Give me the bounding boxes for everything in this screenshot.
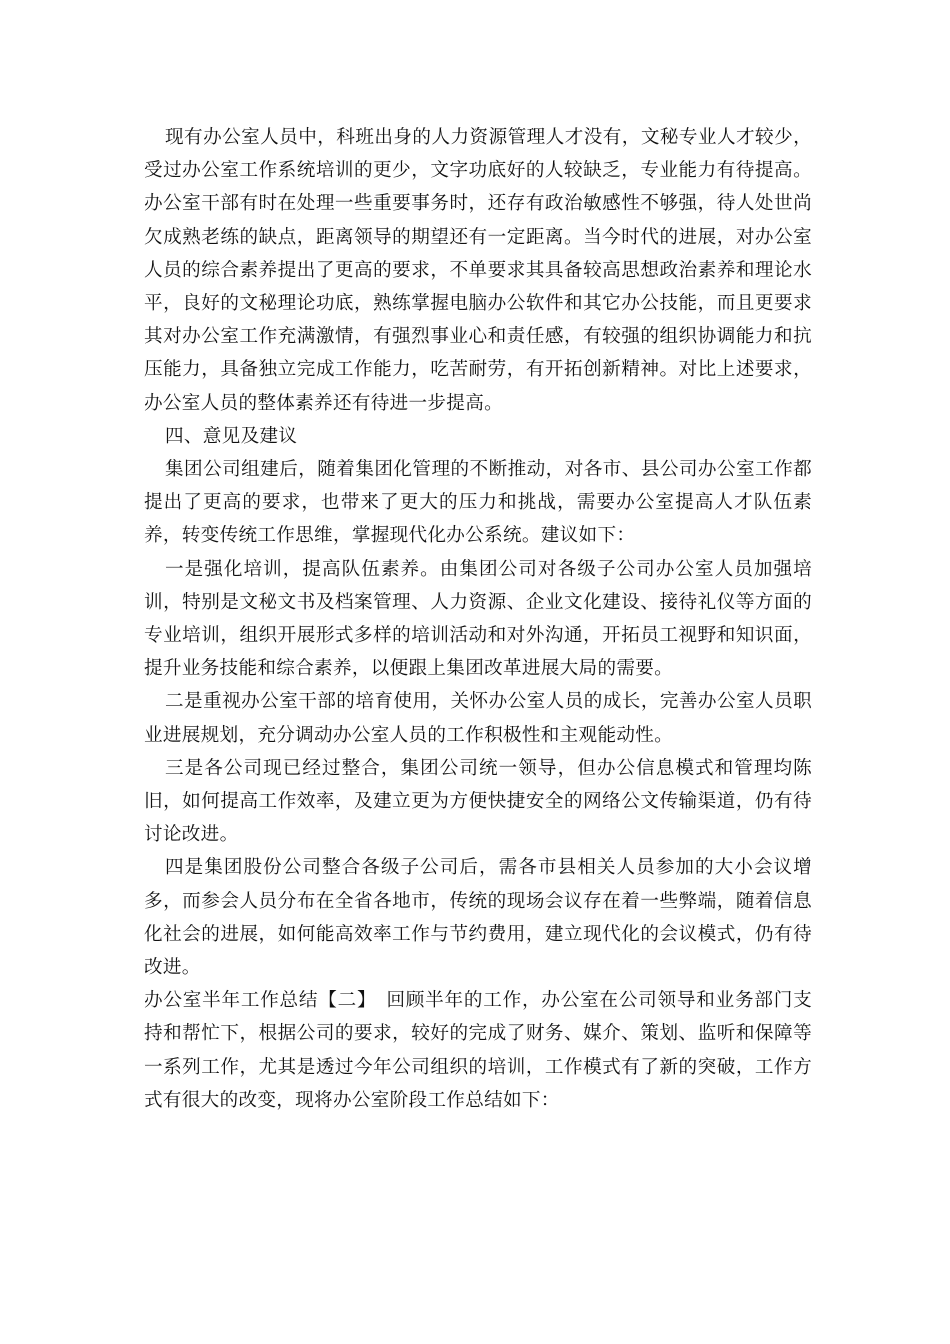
document-body xyxy=(144,121,812,1117)
paragraph-staff-quality: 现有办公室人员中，科班出身的人力资源管理人才没有，文秘专业人才较少，受过办公室工作系统培训的更少，文字功底好的人较缺乏，专业能力有待提高。办公室干部有时在处理一些重要事务时，还存有政治敏感性不够强，待人处世尚欠成熟老练的缺点，距离领导的期望还有一定距离。当今时代的进展，对办公室人员的综合素养提出了更高的要求，不单要求其具备较高思想政治素养和理论水平，良好的文秘理论功底，熟练掌握电脑办公软件和其它办公技能，而且更要求其对办公室工作充满激情，有强烈事业心和责任感，有较强的组织协调能力和抗压能力，具备独立完成工作能力，吃苦耐劳，有开拓创新精神。对比上述要求，办公室人员的整体素养还有待进一步提高。 xyxy=(144,127,812,414)
paragraph-suggestion-meetings: 四是集团股份公司整合各级子公司后，需各市县相关人员参加的大小会议增多，而参会人员分布在全省各地市，传统的现场会议存在着一些弊端，随着信息化社会的进展，如何能高效率工作与节约费用，建立现代化的会议模式，仍有待改进。 xyxy=(144,857,812,979)
paragraph-suggestion-training: 一是强化培训，提高队伍素养。由集团公司对各级子公司办公室人员加强培训，特别是文秘文书及档案管理、人力资源、企业文化建设、接待礼仪等方面的专业培训，组织开展形式多样的培训活动和对外沟通，开拓员工视野和知识面，提升业务技能和综合素养，以便跟上集团改革进展大局的需要。 xyxy=(144,558,812,680)
paragraph-summary-part-two: 办公室半年工作总结【二】 回顾半年的工作，办公室在公司领导和业务部门支持和帮忙下，根据公司的要求，较好的完成了财务、媒介、策划、监听和保障等一系列工作，尤其是透过今年公司组织的培训，工作模式有了新的突破，工作方式有很大的改变，现将办公室阶段工作总结如下： xyxy=(144,990,812,1111)
paragraph-suggestion-office-info: 三是各公司现已经过整合，集团公司统一领导，但办公信息模式和管理均陈旧，如何提高工作效率，及建立更为方便快捷安全的网络公文传输渠道，仍有待讨论改进。 xyxy=(144,757,812,846)
paragraph-suggestion-cadre: 二是重视办公室干部的培育使用，关怀办公室人员的成长，完善办公室人员职业进展规划，充分调动办公室人员的工作积极性和主观能动性。 xyxy=(144,691,812,746)
paragraph-group-requirements: 集团公司组建后，随着集团化管理的不断推动，对各市、县公司办公室工作都提出了更高的要求，也带来了更大的压力和挑战，需要办公室提高人才队伍素养，转变传统工作思维，掌握现代化办公系统。建议如下： xyxy=(144,459,812,547)
section-heading-suggestions: 四、意见及建议 xyxy=(165,425,298,447)
